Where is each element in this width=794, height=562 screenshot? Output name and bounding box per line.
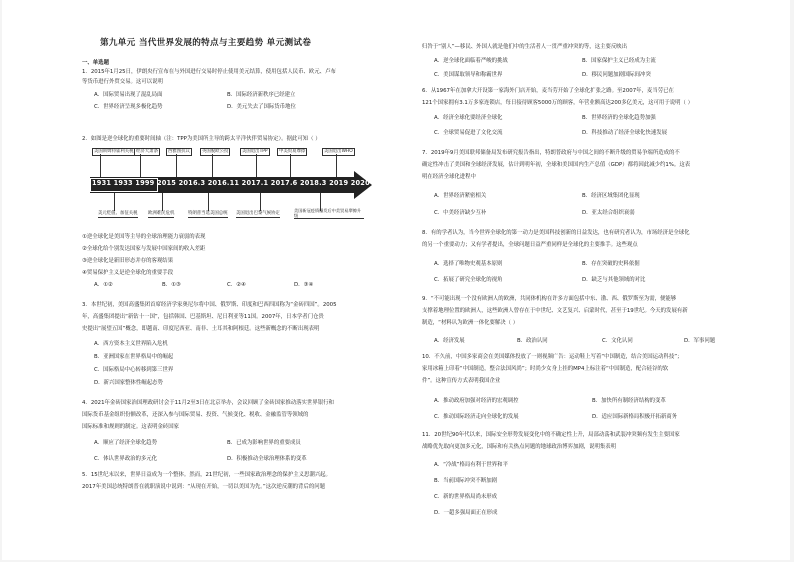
question-1-line-1: 1．2015年1月25日，伊朗央行宣布在与外国进行交易时停止使用美元结算，使用包括人民币、欧元、卢布 <box>82 69 336 75</box>
question-4-line-2: 国际货币基金组织份额改革，还深入参与国际贸易、投资、气候变化、税收、金融监管等领域的 <box>82 412 309 418</box>
question-2-option-b[interactable]: B．①③ <box>162 282 181 288</box>
question-9-line-3: 制造，“材料认为欧洲一体化要解决（ ） <box>422 320 519 326</box>
question-8-option-a[interactable]: A．选择了唯物史观基本原则 <box>434 261 503 267</box>
question-8-option-c[interactable]: C．拓展了研究全球化的视角 <box>434 277 503 283</box>
question-2-statement-1: ①逆全球化是美国等主导的全球治理能力衰弱的表现 <box>82 234 206 240</box>
question-7-option-a[interactable]: A．世界经济紧密相关 <box>434 193 487 199</box>
question-11-line-2: 战略优先取向更加多元化，国际和有关热点问题的地球政治博弈加剧，说明集表明 <box>422 444 617 450</box>
timeline-years: 1931 1933 1999 2015 2016.3 2016.11 2017.1 2017.6 2018.3 2019 2020 <box>92 179 370 187</box>
question-7-option-d[interactable]: D．亚太经合组织衰弱 <box>582 210 635 216</box>
question-10-option-b[interactable]: B．加快所有制经济结构的变革 <box>592 398 666 404</box>
question-7-option-c[interactable]: C．中美经济缺少互补 <box>434 210 487 216</box>
question-6-line-1: 6．从1967年在加拿大开设第一家海外门店开始，麦当劳开始了全球化扩张之路。至2007年，麦当劳已在 <box>422 88 674 94</box>
question-6-option-a[interactable]: A．经济全球化要经济全球化 <box>434 115 503 121</box>
question-8-line-2: 的另一个重要动力；又有学者提出，全球问题日益严重同样是全球化的主要推手。这些观点 <box>422 242 638 248</box>
question-4-option-a[interactable]: A．顺应了经济全球化趋势 <box>94 440 157 446</box>
question-3-line-1: 3．本世纪初，美国高盛集团首席经济学家奥尼尔将中国、俄罗斯、印度和巴西四国称为“金砖四国”。2005 <box>82 302 337 308</box>
question-6-option-d[interactable]: D．科技推动了经济全球化快速发展 <box>582 130 668 136</box>
question-1-option-a[interactable]: A．国际贸易出现了混乱局面 <box>94 92 163 98</box>
timeline-bottom-event: 特朗普当选美国总统 <box>188 211 228 216</box>
timeline-bottom-event: 欧洲难民危机 <box>148 211 175 216</box>
question-1-option-b[interactable]: B．国际经济新秩序已经建立 <box>227 92 296 98</box>
question-10-line-3: 件”。这种宣传方式表明我国企业 <box>422 378 501 384</box>
question-3-line-2: 年，高盛集团提出“新钻十一国”，包括韩国、巴基斯坦、尼日利亚等11国。2007年，日本学者门仓贵 <box>82 314 324 320</box>
timeline-bottom-event: 美元贬值、加征关税 <box>98 211 138 216</box>
question-2-option-d[interactable]: D．③④ <box>294 282 314 288</box>
question-2-statement-4: ④贸易保护主义是逆全球化的重要手段 <box>82 270 174 276</box>
question-4-option-b[interactable]: B．已成为影响世界的重要成员 <box>227 440 301 446</box>
question-2-option-a[interactable]: A．①② <box>94 282 113 288</box>
question-2-statement-3: ③逆全球化是新旧形态并存的客观结果 <box>82 258 174 264</box>
timeline-top-event: 西雅图抗议 <box>168 149 190 154</box>
question-7-line-3: 明在经济全球化进程中 <box>422 174 476 180</box>
question-5-option-a[interactable]: A．逆全球化面临着严峻的挑战 <box>434 58 508 64</box>
question-3-option-c[interactable]: C．国际格局中心转移到第三世界 <box>94 367 174 373</box>
question-1-option-d[interactable]: D．美元失去了国际货币地位 <box>227 104 296 110</box>
question-11-option-c[interactable]: C．新的世界格局尚未形成 <box>434 494 498 500</box>
timeline-top-event: 中美贸易摩擦 <box>279 149 306 154</box>
question-10-option-d[interactable]: D．适应国际新格局积极开拓新商务 <box>592 414 678 420</box>
timeline-top-event: 美国退出TPP <box>242 149 268 154</box>
question-4-option-d[interactable]: D．积极推动全球治理体系的变革 <box>227 456 307 462</box>
exam-title: 第九单元 当代世界发展的特点与主要趋势 单元测试卷 <box>100 38 312 48</box>
question-2-option-c[interactable]: C．②④ <box>227 282 246 288</box>
question-9-option-c[interactable]: C．文化认同 <box>602 338 633 344</box>
question-10-option-a[interactable]: A．推动政府加强对经济的宏观调控 <box>434 398 519 404</box>
question-8-option-d[interactable]: D．缺乏与其他领域的对比 <box>582 277 646 283</box>
timeline-bottom-event: 美国退出巴黎气候协定 <box>236 211 280 216</box>
question-5-option-c[interactable]: C．美国谋取领导和称霸世界 <box>434 72 503 78</box>
question-7-line-1: 7．2019年9月美国联邦储备局发布研究报告指出，特朗普政府与中国之间的不断升级的贸易争端所造成的不 <box>422 150 680 156</box>
question-5-line-1: 5．15世纪末以来，世界日益成为一个整体。然而，21世纪初，一些国家政治理念的保护主义思潮兴起。 <box>82 472 331 478</box>
question-2-statement-2: ②全球化给个别发达国家与发展中国家间的收入差距 <box>82 246 206 252</box>
timeline-top-event: 英国脱欧公投 <box>202 149 229 154</box>
question-3-option-b[interactable]: B．亚洲国家在世界格局中的崛起 <box>94 354 174 360</box>
question-11-option-a[interactable]: A．“冷战”格局有利于世界和平 <box>434 462 508 468</box>
question-4-line-1: 4．2021年金砖国家治国理政研讨会于11月2至3日在北京举办，会议回顾了金砖国家推动落实世界银行和 <box>82 400 334 406</box>
question-6-option-c[interactable]: C．全球贸易促进了文化交流 <box>434 130 503 136</box>
timeline-top-event: 经济大萧条 <box>136 149 158 154</box>
question-9-option-a[interactable]: A．经济发展 <box>434 338 465 344</box>
question-7-option-b[interactable]: B．经济区域集团化显现 <box>582 193 640 199</box>
question-9-option-b[interactable]: B．政治认同 <box>517 338 548 344</box>
exam-page <box>2 0 790 560</box>
question-5-option-d[interactable]: D．移民问题加剧国际间冲突 <box>582 72 651 78</box>
question-10-line-1: 10．不久前，中国多家商会在美国媒体投放了一则视频广告：运动鞋上写着“中国制造，结合美国运动科技”； <box>422 354 683 360</box>
question-5-continued: 归咎于“别人”—移民、外国人就是他们中的生活者人一贯严重冲突的等，这主要反映出 <box>422 44 628 50</box>
question-10-option-c[interactable]: C．推动国际经济走向全球化的发展 <box>434 414 519 420</box>
question-1-line-2: 等货币进行外贸交易。这可以说明 <box>82 79 163 85</box>
question-11-line-1: 11．20世纪90年代以来，国际安全形势发展变化中的不确定性上升，局部动荡和武装冲突频有发生主要国家 <box>422 432 680 438</box>
question-5-line-2: 2017年美国总统特朗普在就职演说中说到：“从现在开始，一切以美国为先。”这次逆反潮的背后的问题 <box>82 484 326 490</box>
question-9-option-d[interactable]: D．军事问题 <box>684 338 716 344</box>
timeline-top-event: 美国退出WHO <box>324 149 353 154</box>
question-5-option-b[interactable]: B．国家保护主义已经成为主流 <box>582 58 656 64</box>
question-4-line-3: 国际标准和规则的制定。这表明金砖国家 <box>82 424 180 430</box>
question-3-line-3: 史提出“展望五国”概念，即越南、印度尼西亚、南非、土耳其和阿根廷。这些新概念的不断出现表明 <box>82 326 320 332</box>
question-9-line-1: 9．“不可能出现一个没有欧洲人的欧洲，共同体机构在许多方面包括中东、渤、西、俄罗斯至为需，便能够 <box>422 296 677 302</box>
question-7-line-2: 确定性冲击了美国和全球经济发展，估计到明年初，全球和美国国内生产总值（GDP）都将因此减少约1%。这表 <box>422 162 691 168</box>
timeline-top-event: 美国斯姆特霍利关税 <box>94 149 134 154</box>
question-11-option-d[interactable]: D．一超多强局面正在形成 <box>434 510 498 516</box>
question-6-line-2: 121个国家拥有3.1万多家连锁店，每日接待顾客5000万的顾客，年营业额高达200多亿美元，这可用于说明（ ） <box>422 100 693 106</box>
question-2-line-1: 2．如图是逆全球化的重要时间轴（注：TPP为美国所主导的跨太平洋伙伴贸易协定）。据此可知（ ） <box>82 136 321 142</box>
anti-globalization-timeline <box>90 148 375 228</box>
question-8-option-b[interactable]: B．存在突破的史料依据 <box>582 261 640 267</box>
question-9-line-2: 支撑着地理位置的欧洲人，这些欧洲人曾存在于中世纪、文艺复兴、启蒙时代，甚至于19世纪。今天的发展有新 <box>422 308 688 314</box>
question-4-option-c[interactable]: C．体认世界政治的多元化 <box>94 456 158 462</box>
question-3-option-a[interactable]: A．西方资本主义世界陷入危机 <box>94 341 168 347</box>
question-11-option-b[interactable]: B．当前国际冲突不断加剧 <box>434 478 497 484</box>
section-heading: 一、单选题 <box>82 60 109 66</box>
question-10-line-2: 家用冰箱上印着“中国制造，整合法国风尚”；时尚少女身上挂的MP4上标注着“中国制造，配合硅谷的软 <box>422 366 669 372</box>
question-8-line-1: 8．有的学者认为，当今世界全球化的第一动力是美国科技创新的日益发达，也有研究者认为，市场经济是全球化 <box>422 230 690 236</box>
question-1-option-c[interactable]: C．世界经济呈现多极化趋势 <box>94 104 163 110</box>
question-6-option-b[interactable]: B．世界经济的全球化趋势加强 <box>582 115 656 121</box>
timeline-bottom-event: 美国新冠疫情爆发后中美贸易摩擦升级 <box>294 208 364 219</box>
question-3-option-d[interactable]: D．新兴国家整体性崛起态势 <box>94 380 163 386</box>
